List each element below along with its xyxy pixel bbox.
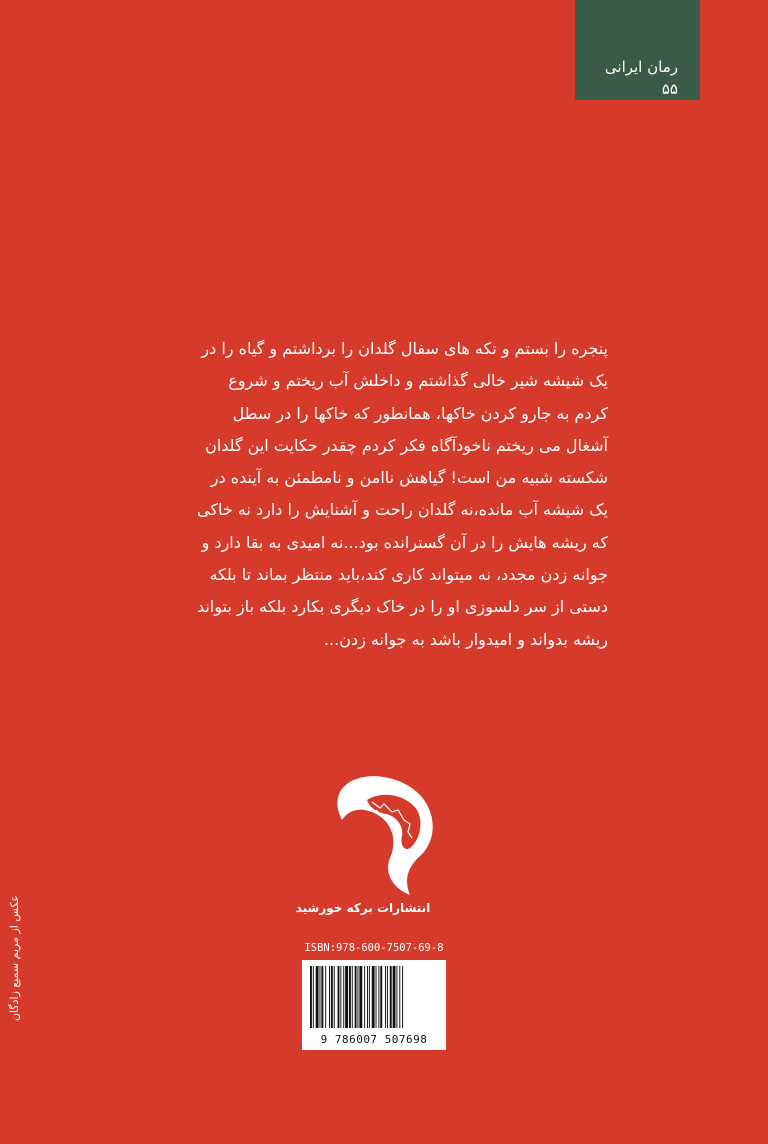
blurb-line: پنجره را بستم و تکه های سفال گلدان را برداشتم و گیاه را در (201, 339, 608, 358)
barcode-bar (372, 966, 375, 1028)
barcode (302, 960, 446, 1050)
barcode-bar (390, 966, 392, 1028)
publisher-name: انتشارات برکه خورشید (295, 901, 431, 915)
barcode-bar (396, 966, 397, 1028)
barcode-bar (310, 966, 312, 1028)
barcode-bar (380, 966, 382, 1028)
barcode-bar (320, 966, 321, 1028)
barcode-bar (340, 966, 341, 1028)
barcode-bar (358, 966, 359, 1028)
blurb-text (196, 333, 608, 656)
blurb-line: ریشه بدواند و امیدوار باشد به جوانه زدن... (323, 629, 608, 649)
barcode-bar (355, 966, 357, 1028)
barcode-bar (359, 966, 362, 1028)
barcode-bar (367, 966, 368, 1028)
barcode-bar (338, 966, 340, 1028)
barcode-bar (321, 966, 323, 1028)
barcode-bar (385, 966, 386, 1028)
barcode-bar (399, 966, 400, 1028)
barcode-bar (352, 966, 353, 1028)
barcode-bar (334, 966, 335, 1028)
blurb-line: جوانه زدن مجدد، نه میتواند کاری کند،باید منتظر بماند تا بلکه (209, 565, 608, 585)
barcode-bar (329, 966, 330, 1028)
barcode-bar (378, 966, 379, 1028)
series-number: ۵۵ (661, 80, 678, 98)
barcode-bar (345, 966, 348, 1028)
blurb-line: دستی از سر دلسوزی او را در خاک دیگری بکارد بلکه باز بتواند (196, 597, 608, 617)
blurb-line: کردم به جارو کردن خاکها، همانطور که خاکها را در سطل (232, 403, 608, 423)
barcode-bar (316, 966, 319, 1028)
barcode-bar (369, 966, 370, 1028)
barcode-bar (343, 966, 344, 1028)
barcode-bars (308, 966, 440, 1028)
barcode-bar (331, 966, 333, 1028)
barcode-bar (376, 966, 377, 1028)
blurb-line: آشغال می ریختم ناخودآگاه فکر کردم چقدر حکایت این گلدان (205, 435, 608, 455)
blurb-line: که ریشه هایش را در آن گسترانده بود...نه امیدی به بقا دارد و (201, 532, 608, 552)
barcode-bar (393, 966, 396, 1028)
blurb-line: شکسته شبیه من است! گیاهش نا‌امن و نامطمئن به آینده در (210, 468, 608, 488)
barcode-bar (364, 966, 365, 1028)
barcode-digits: 9 786007 507698 (320, 1033, 428, 1046)
blurb-line: یک شیشه آب مانده،نه گلدان راحت و آشنایش را دارد نه خاکی (197, 500, 608, 520)
series-label (575, 0, 700, 100)
blurb-line: یک شیشه شیر خالی گذاشتم و داخلش آب ریختم و شروع (228, 371, 608, 391)
barcode-bar (387, 966, 388, 1028)
photo-credit: عکس از مریم سمیع زادگان (8, 895, 21, 1022)
publisher-logo-icon (312, 760, 462, 900)
barcode-bar (349, 966, 351, 1028)
barcode-bar (313, 966, 314, 1028)
barcode-bar (325, 966, 326, 1028)
barcode-bar (402, 966, 403, 1028)
isbn-label: ISBN:978-600-7507-69-8 (304, 942, 444, 954)
series-name: رمان ایرانی (604, 58, 678, 76)
